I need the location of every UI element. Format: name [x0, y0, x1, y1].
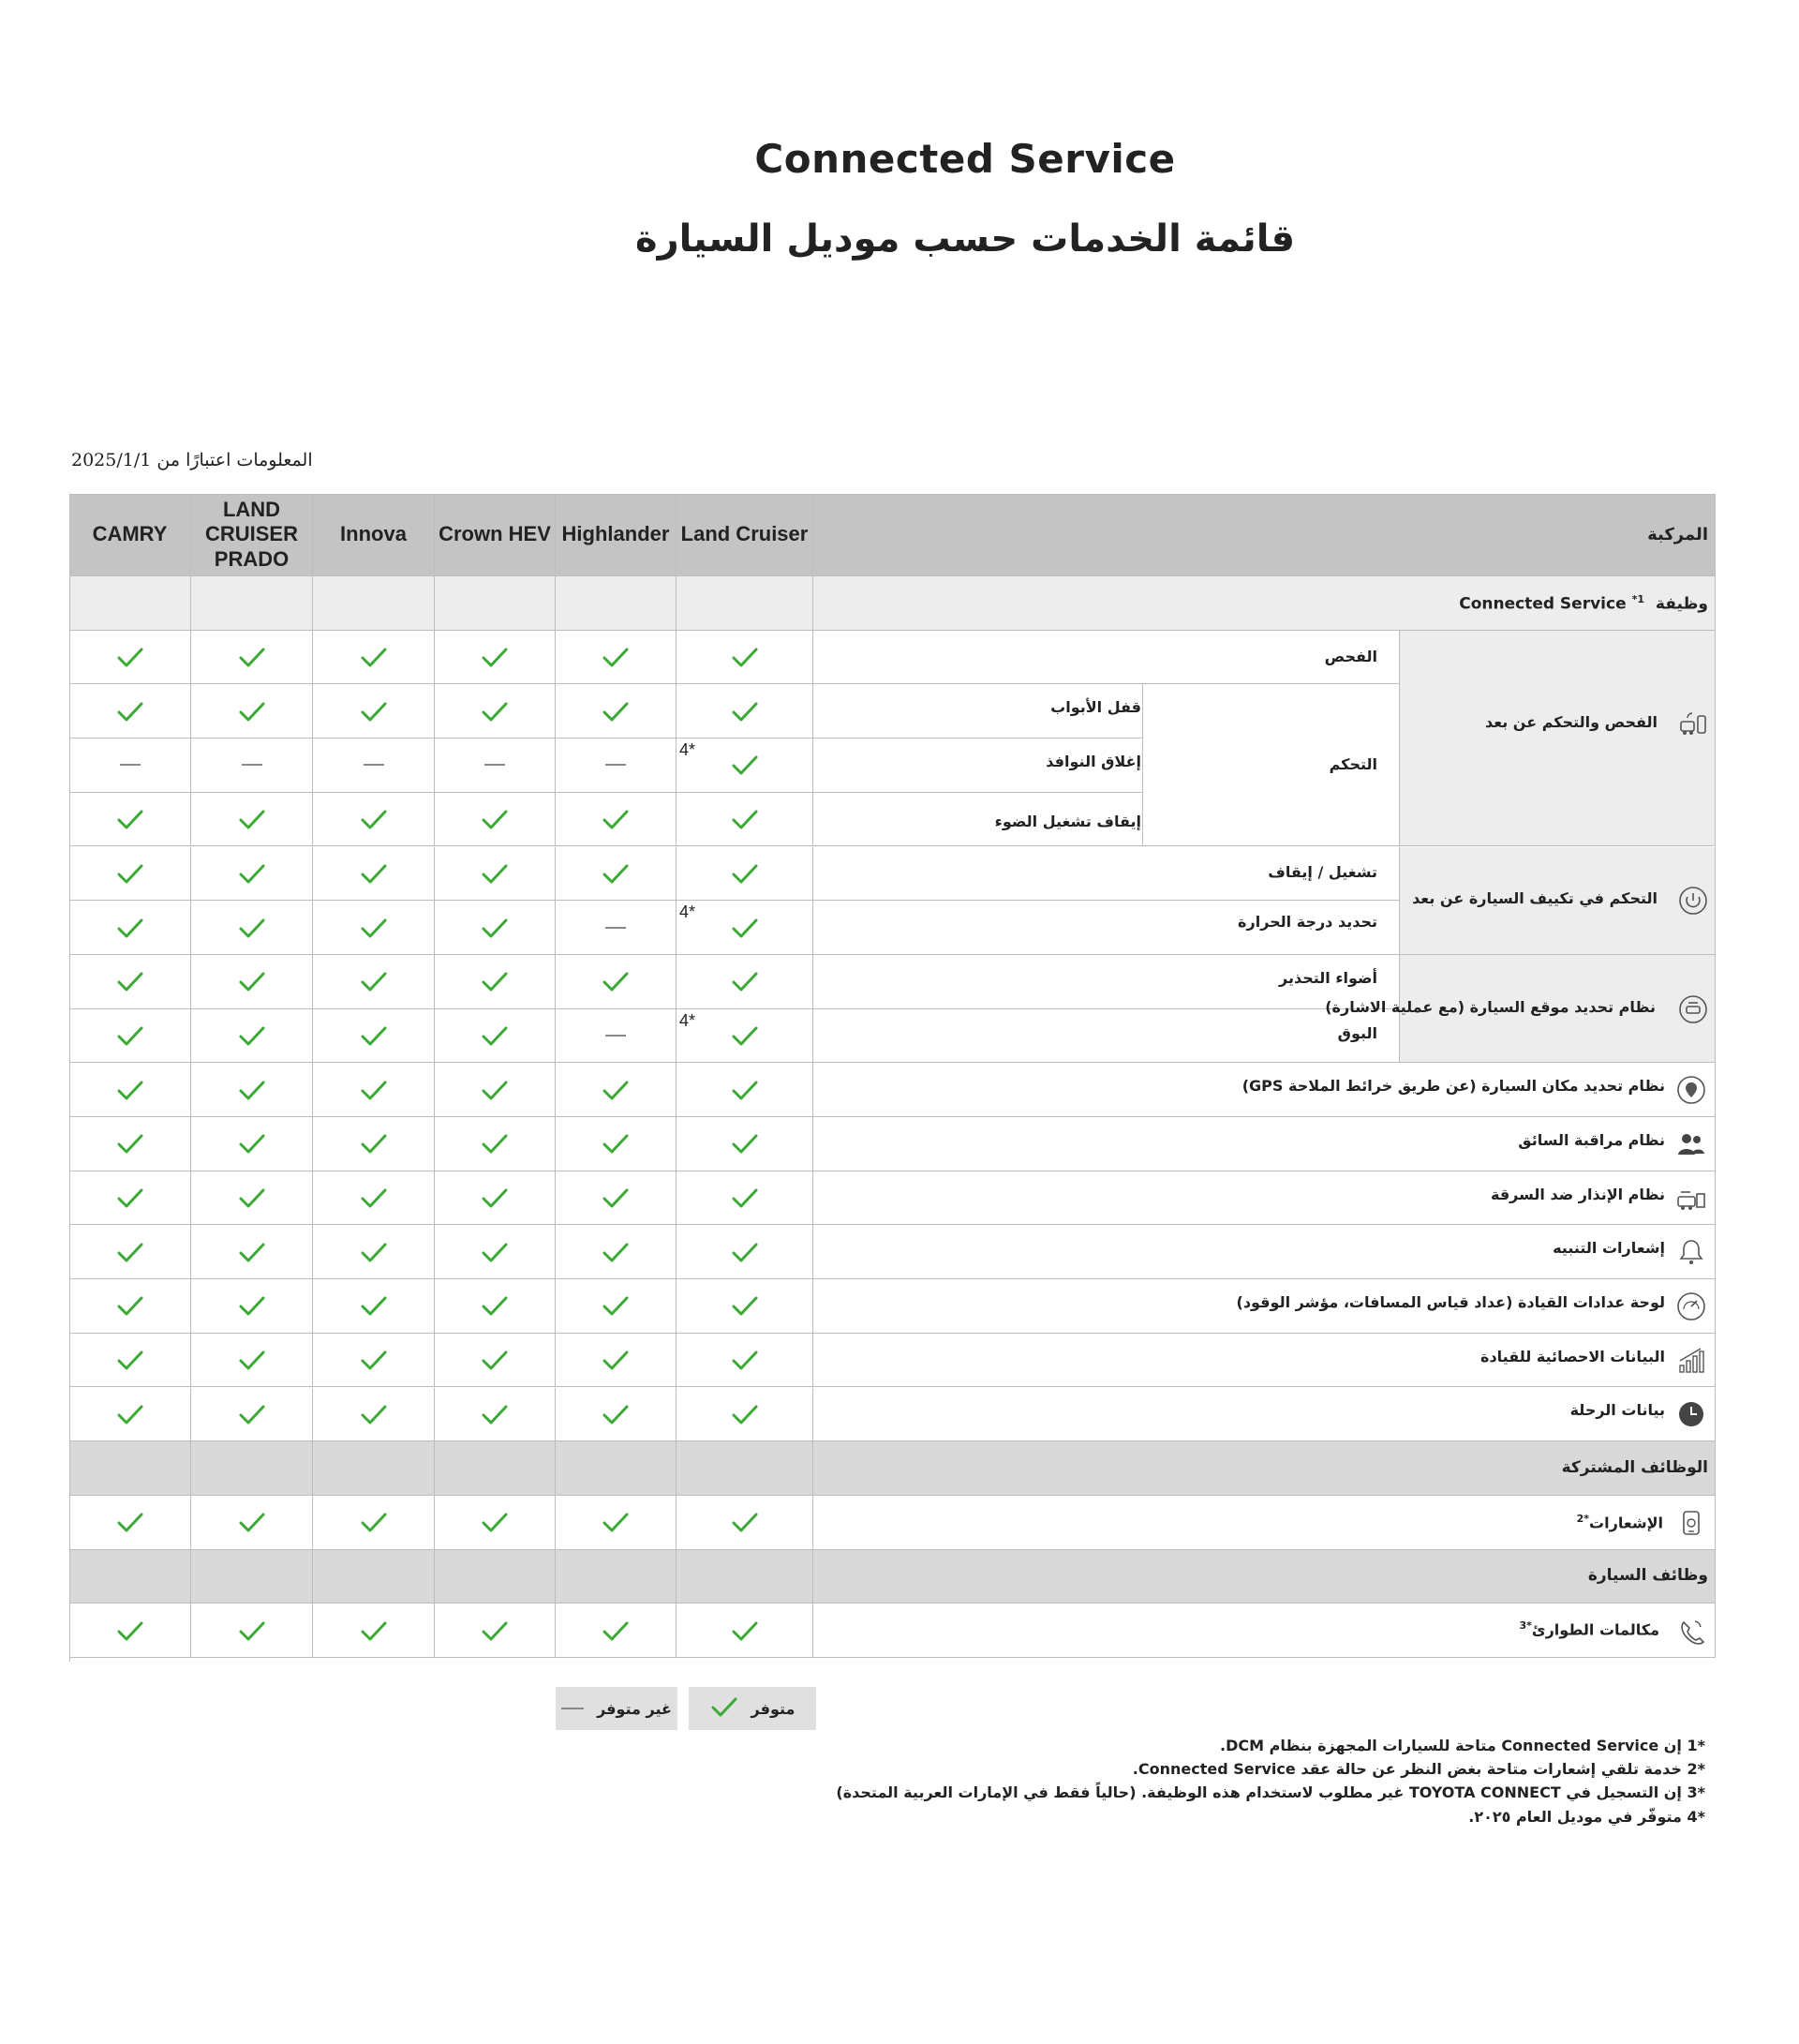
check-icon [69, 847, 190, 901]
model-header: Innova [313, 494, 435, 576]
dashboard-model-cell [69, 1279, 191, 1334]
map-pin-icon [1674, 1073, 1708, 1107]
emergency-model-cell [313, 1604, 435, 1658]
check-icon [69, 901, 190, 954]
check-icon [69, 1388, 190, 1441]
check-icon [556, 1171, 676, 1225]
gps-model-cell [313, 1063, 435, 1117]
emergency-model-cell [435, 1604, 556, 1658]
trip-model-cell [313, 1388, 435, 1442]
light_off-model-cell [313, 793, 435, 847]
check-icon [676, 1171, 812, 1225]
info-date: المعلومات اعتبارًا من 2025/1/1 [71, 450, 313, 470]
door_lock-model-cell [676, 684, 813, 739]
horn-model-cell [556, 1009, 676, 1064]
legend-available-label: متوفر [751, 1699, 795, 1718]
horn-model-cell [676, 1009, 813, 1064]
alerts-label: إشعارات التنبيه [1553, 1239, 1665, 1258]
check-icon [556, 847, 676, 901]
check-icon [69, 1225, 190, 1278]
stats-model-cell [435, 1334, 556, 1388]
inspection-model-cell [556, 631, 676, 685]
emergency-model-cell [556, 1604, 676, 1658]
notifications-model-cell [556, 1496, 676, 1550]
gps-model-cell [69, 1063, 191, 1117]
alerts-model-cell [191, 1225, 313, 1279]
legend-unavailable-label: غير متوفر [597, 1699, 672, 1718]
check-icon [676, 1279, 812, 1333]
model-header: Highlander [556, 494, 676, 576]
check-icon [313, 793, 434, 846]
dashboard-model-cell [313, 1279, 435, 1334]
dashboard-model-cell [556, 1279, 676, 1334]
check-icon [676, 1117, 812, 1171]
on_off-model-cell [313, 847, 435, 902]
temp-model-cell [191, 901, 313, 955]
section-shared-label: الوظائف المشتركة [1561, 1458, 1708, 1478]
item-light-off-label: إيقاف تشغيل الضوء [994, 812, 1141, 830]
on_off-model-cell [69, 847, 191, 902]
check-icon [676, 955, 812, 1008]
emergency-model-cell [676, 1604, 813, 1658]
trip-model-cell [69, 1388, 191, 1442]
legend-available [689, 1687, 816, 1730]
dash-icon [69, 739, 190, 792]
section-vehicle-label: وظائف السيارة [1587, 1566, 1708, 1586]
group-locator-label: نظام تحديد موقع السيارة (مع عملية الاشارة) [1325, 997, 1656, 1016]
anti_theft-model-cell [69, 1171, 191, 1226]
check-icon [435, 1604, 555, 1657]
bell-icon [1674, 1235, 1708, 1269]
emergency-model-cell [69, 1604, 191, 1658]
door_lock-model-cell [556, 684, 676, 739]
hazard-model-cell [556, 955, 676, 1009]
check-icon [191, 1496, 312, 1549]
check-icon [313, 1279, 434, 1333]
hazard-model-cell [313, 955, 435, 1009]
section-shared-model-cell [556, 1441, 676, 1496]
check-icon [556, 1604, 676, 1657]
driver_monitor-model-cell [191, 1117, 313, 1171]
check-icon [676, 1496, 812, 1549]
hazard-model-cell [69, 955, 191, 1009]
check-icon [313, 1604, 434, 1657]
remote-control-icon [1676, 708, 1710, 741]
group-remote-label: الفحص والتحكم عن بعد [1484, 713, 1658, 732]
check-icon [556, 1117, 676, 1171]
dash-icon [556, 901, 676, 954]
check-icon [676, 793, 812, 846]
check-icon [191, 1334, 312, 1387]
check-icon [676, 739, 812, 792]
temp-model-cell [556, 901, 676, 955]
notifications-label: الإشعارات$^{*2}$ [1576, 1512, 1663, 1532]
check-icon [313, 684, 434, 738]
check-icon [313, 1225, 434, 1278]
dashboard-model-cell [191, 1279, 313, 1334]
dash-icon [556, 1009, 676, 1063]
model-header: CAMRY [69, 494, 191, 576]
check-icon [556, 1334, 676, 1387]
page-title-arabic: قائمة الخدمات حسب موديل السيارة [634, 217, 1296, 261]
section-shared-model-cell [313, 1441, 435, 1496]
driver_monitor-model-cell [69, 1117, 191, 1171]
ac-power-icon [1676, 884, 1710, 918]
stats-label: البيانات الاحصائية للقيادة [1480, 1347, 1665, 1365]
door_lock-model-cell [191, 684, 313, 739]
check-icon [435, 1388, 555, 1441]
door_lock-model-cell [69, 684, 191, 739]
check-icon [69, 1604, 190, 1657]
notifications-model-cell [676, 1496, 813, 1550]
check-icon [191, 1063, 312, 1116]
window_close-model-cell [313, 739, 435, 793]
check-icon [191, 1604, 312, 1657]
check-icon [69, 631, 190, 684]
footnote-4-mark: 4* [679, 903, 696, 922]
horn-model-cell [435, 1009, 556, 1064]
driver_monitor-model-cell [676, 1117, 813, 1171]
check-icon [676, 1604, 812, 1657]
gps-model-cell [435, 1063, 556, 1117]
stats-model-cell [69, 1334, 191, 1388]
horn-model-cell [69, 1009, 191, 1064]
alerts-model-cell [556, 1225, 676, 1279]
check-icon [435, 1063, 555, 1116]
on_off-model-cell [435, 847, 556, 902]
dash-mark [605, 927, 626, 929]
dash-mark [605, 1035, 626, 1037]
item-inspection-label: الفحص [1324, 647, 1377, 665]
check-icon [435, 1225, 555, 1278]
dashboard-model-cell [676, 1279, 813, 1334]
on_off-model-cell [191, 847, 313, 902]
inspection-model-cell [313, 631, 435, 685]
check-icon [191, 1279, 312, 1333]
dash-mark [364, 764, 384, 766]
alerts-model-cell [313, 1225, 435, 1279]
legend-check-icon [710, 1695, 738, 1722]
check-icon [69, 1496, 190, 1549]
section-shared-model-cell [69, 1441, 191, 1496]
dash-icon [313, 739, 434, 792]
dash-icon [435, 739, 555, 792]
check-icon [435, 1171, 555, 1225]
dash-mark [120, 764, 141, 766]
services-table [69, 494, 1716, 1662]
notifications-footnote-mark: *2 [1576, 1512, 1590, 1525]
anti_theft-label: نظام الإنذار ضد السرقة [1491, 1185, 1665, 1203]
temp-model-cell [676, 901, 813, 955]
check-icon [191, 1171, 312, 1225]
inspection-model-cell [676, 631, 813, 685]
door_lock-model-cell [435, 684, 556, 739]
emergency-label: مكالمات الطوارئ$^{*3}$ [1519, 1619, 1659, 1639]
dash-mark [242, 764, 262, 766]
emergency-model-cell [191, 1604, 313, 1658]
light_off-model-cell [435, 793, 556, 847]
check-icon [556, 1279, 676, 1333]
trip-label: بيانات الرحلة [1569, 1401, 1665, 1420]
check-icon [313, 631, 434, 684]
trip-model-cell [191, 1388, 313, 1442]
check-icon [69, 1279, 190, 1333]
check-icon [435, 1117, 555, 1171]
bar-chart-icon [1674, 1344, 1708, 1378]
alerts-model-cell [69, 1225, 191, 1279]
gps-label: نظام تحديد مكان السيارة (عن طريق خرائط الملاحة GPS) [1241, 1077, 1665, 1096]
footnote-3: *3 إن التسجيل في TOYOTA CONNECT غير مطلوب لاستخدام هذه الوظيفة. (حالياً فقط في الإمارات العربية المتحدة) [836, 1783, 1705, 1801]
section-connected-model-cell [69, 576, 191, 631]
check-icon [676, 1334, 812, 1387]
stats-model-cell [556, 1334, 676, 1388]
check-icon [676, 847, 812, 901]
check-icon [676, 1009, 812, 1063]
section-vehicle-model-cell [556, 1550, 676, 1604]
window_close-model-cell [69, 739, 191, 793]
model-header: LAND CRUISER PRADO [191, 494, 313, 576]
check-icon [676, 631, 812, 684]
section-connected-footnote-mark: *1 [1631, 592, 1645, 605]
notifications-model-cell [191, 1496, 313, 1550]
stats-model-cell [676, 1334, 813, 1388]
check-icon [191, 684, 312, 738]
alerts-model-cell [676, 1225, 813, 1279]
section-connected-model-cell [676, 576, 813, 631]
check-icon [556, 1388, 676, 1441]
check-icon [313, 901, 434, 954]
section-connected-model-cell [191, 576, 313, 631]
alerts-model-cell [435, 1225, 556, 1279]
section-connected-model-cell [435, 576, 556, 631]
anti_theft-model-cell [556, 1171, 676, 1226]
check-icon [69, 1334, 190, 1387]
inspection-model-cell [191, 631, 313, 685]
check-icon [191, 901, 312, 954]
check-icon [435, 955, 555, 1008]
check-icon [676, 1063, 812, 1116]
section-vehicle-model-cell [191, 1550, 313, 1604]
check-icon [313, 1496, 434, 1549]
inspection-model-cell [69, 631, 191, 685]
light_off-model-cell [69, 793, 191, 847]
check-icon [313, 1388, 434, 1441]
dashboard-label: لوحة عدادات القيادة (عداد قياس المسافات، مؤشر الوقود) [1236, 1292, 1665, 1311]
check-icon [435, 901, 555, 954]
clock-icon [1674, 1397, 1708, 1431]
check-icon [556, 631, 676, 684]
check-icon [435, 847, 555, 901]
trip-model-cell [556, 1388, 676, 1442]
check-icon [556, 1496, 676, 1549]
check-icon [556, 1225, 676, 1278]
notifications-model-cell [313, 1496, 435, 1550]
door_lock-model-cell [313, 684, 435, 739]
model-header: Crown HEV [435, 494, 556, 576]
driver_monitor-label: نظام مراقبة السائق [1518, 1130, 1665, 1149]
check-icon [676, 1225, 812, 1278]
item-horn-cell [813, 1009, 1400, 1064]
anti_theft-model-cell [313, 1171, 435, 1226]
hazard-model-cell [676, 955, 813, 1009]
check-icon [191, 793, 312, 846]
section-vehicle-model-cell [69, 1550, 191, 1604]
window_close-model-cell [435, 739, 556, 793]
check-icon [313, 1009, 434, 1063]
section-vehicle-label-cell [813, 1550, 1716, 1604]
check-icon [313, 1063, 434, 1116]
window_close-model-cell [191, 739, 313, 793]
dash-icon [191, 739, 312, 792]
check-icon [69, 793, 190, 846]
footnote-1: *1 إن Connected Service متاحة للسيارات المجهزة بنظام DCM. [1220, 1737, 1705, 1754]
gauge-icon [1674, 1290, 1708, 1323]
check-icon [191, 1388, 312, 1441]
people-icon [1674, 1127, 1708, 1161]
check-icon [69, 955, 190, 1008]
footnote-2: *2 خدمة تلقي إشعارات متاحة بغض النظر عن حالة عقد Connected Service. [1132, 1760, 1705, 1778]
check-icon [191, 1225, 312, 1278]
check-icon [191, 1117, 312, 1171]
legend-dash-icon [561, 1708, 584, 1709]
horn-model-cell [191, 1009, 313, 1064]
temp-model-cell [69, 901, 191, 955]
check-icon [313, 1334, 434, 1387]
check-icon [69, 1009, 190, 1063]
phone-notification-icon [1674, 1506, 1708, 1540]
hazard-model-cell [191, 955, 313, 1009]
check-icon [435, 793, 555, 846]
check-icon [676, 684, 812, 738]
item-temp-label: تحديد درجة الحرارة [1238, 913, 1377, 932]
check-icon [435, 1334, 555, 1387]
on_off-model-cell [556, 847, 676, 902]
section-shared-model-cell [435, 1441, 556, 1496]
check-icon [435, 1279, 555, 1333]
item-on-off-label: تشغيل / إيقاف [1268, 863, 1377, 882]
check-icon [191, 955, 312, 1008]
emergency-call-icon [1674, 1614, 1708, 1648]
model-header: Land Cruiser [676, 494, 813, 576]
item-horn-label: البوق [1337, 1024, 1377, 1043]
dash-mark [605, 764, 626, 766]
anti_theft-model-cell [435, 1171, 556, 1226]
check-icon [556, 955, 676, 1008]
anti_theft-model-cell [676, 1171, 813, 1226]
check-icon [435, 631, 555, 684]
light_off-model-cell [676, 793, 813, 847]
check-icon [69, 1171, 190, 1225]
section-connected-label: وظيفة Connected Service$^{*1}$ [1459, 592, 1708, 614]
temp-model-cell [313, 901, 435, 955]
item-door-lock-label: قفل الأبواب [1050, 698, 1141, 717]
section-vehicle-model-cell [435, 1550, 556, 1604]
window_close-model-cell [556, 739, 676, 793]
footnote-4: *4 متوفّر في موديل العام ٢٠٢٥. [1468, 1808, 1705, 1826]
gps-model-cell [676, 1063, 813, 1117]
car-locate-icon [1676, 992, 1710, 1026]
notifications-model-cell [69, 1496, 191, 1550]
section-connected-model-cell [556, 576, 676, 631]
corner-header [813, 494, 1716, 576]
legend-unavailable [556, 1687, 677, 1730]
light_off-model-cell [556, 793, 676, 847]
anti_theft-model-cell [191, 1171, 313, 1226]
check-icon [191, 631, 312, 684]
on_off-model-cell [676, 847, 813, 902]
check-icon [435, 1496, 555, 1549]
check-icon [191, 1009, 312, 1063]
gps-model-cell [556, 1063, 676, 1117]
group-remote-cell [1400, 631, 1716, 847]
check-icon [69, 684, 190, 738]
check-icon [556, 793, 676, 846]
check-icon [676, 901, 812, 954]
check-icon [435, 684, 555, 738]
check-icon [191, 847, 312, 901]
hazard-model-cell [435, 955, 556, 1009]
section-shared-model-cell [191, 1441, 313, 1496]
item-hazard-label: أضواء التحذير [1279, 968, 1377, 987]
footnote-4-mark: 4* [679, 1010, 696, 1030]
stats-model-cell [191, 1334, 313, 1388]
corner-label: المركبة [1647, 525, 1708, 545]
subgroup-control-label: التحكم [1329, 754, 1377, 773]
footnote-4-mark: 4* [679, 740, 696, 760]
section-connected-model-cell [313, 576, 435, 631]
item-window-close-label: إغلاق النوافذ [1046, 752, 1141, 770]
check-icon [69, 1063, 190, 1116]
page-title-english: Connected Service [754, 136, 1176, 182]
light_off-model-cell [191, 793, 313, 847]
check-icon [313, 955, 434, 1008]
section-vehicle-model-cell [313, 1550, 435, 1604]
trip-model-cell [676, 1388, 813, 1442]
emergency-footnote-mark: *3 [1519, 1619, 1532, 1633]
dashboard-model-cell [435, 1279, 556, 1334]
check-icon [69, 1117, 190, 1171]
check-icon [313, 1171, 434, 1225]
check-icon [435, 1009, 555, 1063]
inspection-model-cell [435, 631, 556, 685]
section-shared-model-cell [676, 1441, 813, 1496]
group-ac-label: التحكم في تكييف السيارة عن بعد [1412, 889, 1658, 908]
driver_monitor-model-cell [313, 1117, 435, 1171]
check-icon [313, 847, 434, 901]
trip-model-cell [435, 1388, 556, 1442]
item-inspection-cell [813, 631, 1400, 685]
car-alarm-icon [1674, 1182, 1708, 1216]
dash-icon [556, 739, 676, 792]
notifications-model-cell [435, 1496, 556, 1550]
stats-model-cell [313, 1334, 435, 1388]
check-icon [556, 684, 676, 738]
horn-model-cell [313, 1009, 435, 1064]
check-icon [313, 1117, 434, 1171]
driver_monitor-model-cell [435, 1117, 556, 1171]
driver_monitor-model-cell [556, 1117, 676, 1171]
check-icon [676, 1388, 812, 1441]
dash-mark [484, 764, 505, 766]
check-icon [556, 1063, 676, 1116]
section-vehicle-model-cell [676, 1550, 813, 1604]
temp-model-cell [435, 901, 556, 955]
gps-model-cell [191, 1063, 313, 1117]
window_close-model-cell [676, 739, 813, 793]
